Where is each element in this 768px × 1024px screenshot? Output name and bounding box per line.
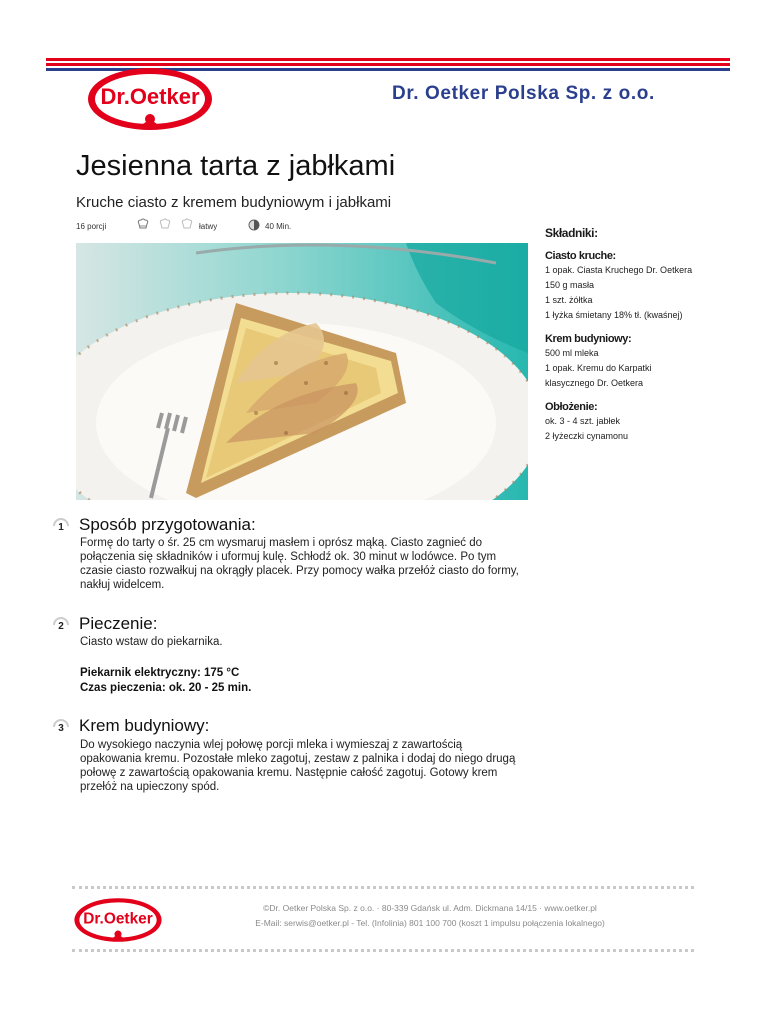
ingredient-item: 1 szt. żółtka bbox=[545, 295, 593, 305]
dr-oetker-logo bbox=[86, 66, 214, 132]
ingredient-group-title: Obłożenie: bbox=[545, 401, 598, 413]
recipe-title: Jesienna tarta z jabłkami bbox=[76, 150, 396, 182]
difficulty-text: łatwy bbox=[199, 222, 218, 231]
tart-photo bbox=[76, 243, 528, 500]
ingredient-item: 150 g masła bbox=[545, 280, 595, 290]
ingredient-item: 500 ml mleka bbox=[545, 348, 599, 358]
logo-text: Dr.Oetker bbox=[83, 910, 153, 928]
step-title: Sposób przygotowania: bbox=[79, 515, 256, 534]
ingredient-item: 2 łyżeczki cynamonu bbox=[545, 431, 629, 441]
chef-hat-icon bbox=[180, 218, 194, 230]
baking-time: Czas pieczenia: ok. 20 - 25 min. bbox=[80, 682, 252, 694]
step-text: Ciasto wstaw do piekarnika. bbox=[80, 636, 223, 648]
ingredients-panel bbox=[545, 226, 745, 444]
ingredient-item: klasycznego Dr. Oetkera bbox=[545, 378, 644, 388]
footer-address: ©Dr. Oetker Polska Sp. z o.o. · 80-339 Gdańsk ul. Adm. Dickmana 14/15 · www.oetker.pl bbox=[263, 903, 597, 913]
oven-setting: Piekarnik elektryczny: 175 °C bbox=[80, 667, 240, 679]
step-number: 1 bbox=[58, 522, 64, 533]
ingredient-item: ok. 3 - 4 szt. jabłek bbox=[545, 416, 621, 426]
footer-divider bbox=[72, 886, 694, 889]
portions-text: 16 porcji bbox=[76, 222, 107, 231]
ingredient-group-title: Ciasto kruche: bbox=[545, 250, 616, 262]
time-text: 40 Min. bbox=[265, 222, 292, 231]
step-title: Krem budyniowy: bbox=[79, 716, 210, 735]
chef-hat-icon bbox=[158, 218, 172, 230]
step-text: Do wysokiego naczynia wlej połowę porcji mleka i wymieszaj z zawartością opakowania kremu. Pozostałe mleko zagotuj, zestaw z palnika i dodaj do niego drugą połowę z zawartością opakowania kremu. Następnie całość zagotuj. Gotowy krem przełóż na upieczony spód. bbox=[80, 739, 516, 793]
step-number-badge bbox=[52, 718, 70, 736]
company-name: Dr. Oetker Polska Sp. z o.o. bbox=[392, 83, 655, 104]
step-text: Formę do tarty o śr. 25 cm wysmaruj masłem i oprósz mąką. Ciasto zagnieć do połączenia się składników i uformuj kulę. Schłodź ok. 30 minut w lodówce. Po tym czasie ciasto rozwałkuj na okrągły placek. Przy pomocy wałka przełóż ciasto do formy, nakłuj widelcem. bbox=[80, 537, 519, 591]
clock-icon bbox=[248, 219, 260, 231]
step-title: Pieczenie: bbox=[79, 614, 158, 633]
ingredient-item: 1 opak. Kremu do Karpatki bbox=[545, 363, 652, 373]
logo-text: Dr.Oetker bbox=[100, 84, 200, 109]
footer-contact: E-Mail: serwis@oetker.pl - Tel. (Infolinia) 801 100 700 (koszt 1 impulsu połączenia lokalnego) bbox=[255, 918, 605, 928]
ingredient-item: 1 opak. Ciasta Kruchego Dr. Oetkera bbox=[545, 265, 693, 275]
step-number-badge bbox=[52, 517, 70, 535]
footer-divider bbox=[72, 949, 694, 952]
ingredient-item: 1 łyżka śmietany 18% tł. (kwaśnej) bbox=[545, 310, 683, 320]
ingredients-heading: Składniki: bbox=[545, 226, 598, 240]
step-number: 2 bbox=[58, 621, 64, 632]
step-number: 3 bbox=[58, 723, 64, 734]
recipe-subtitle: Kruche ciasto z kremem budyniowym i jabłkami bbox=[76, 194, 392, 211]
ingredient-group-title: Krem budyniowy: bbox=[545, 333, 632, 345]
dr-oetker-logo bbox=[73, 895, 163, 945]
step-number-badge bbox=[52, 616, 70, 634]
chef-hat-icon bbox=[136, 218, 150, 230]
